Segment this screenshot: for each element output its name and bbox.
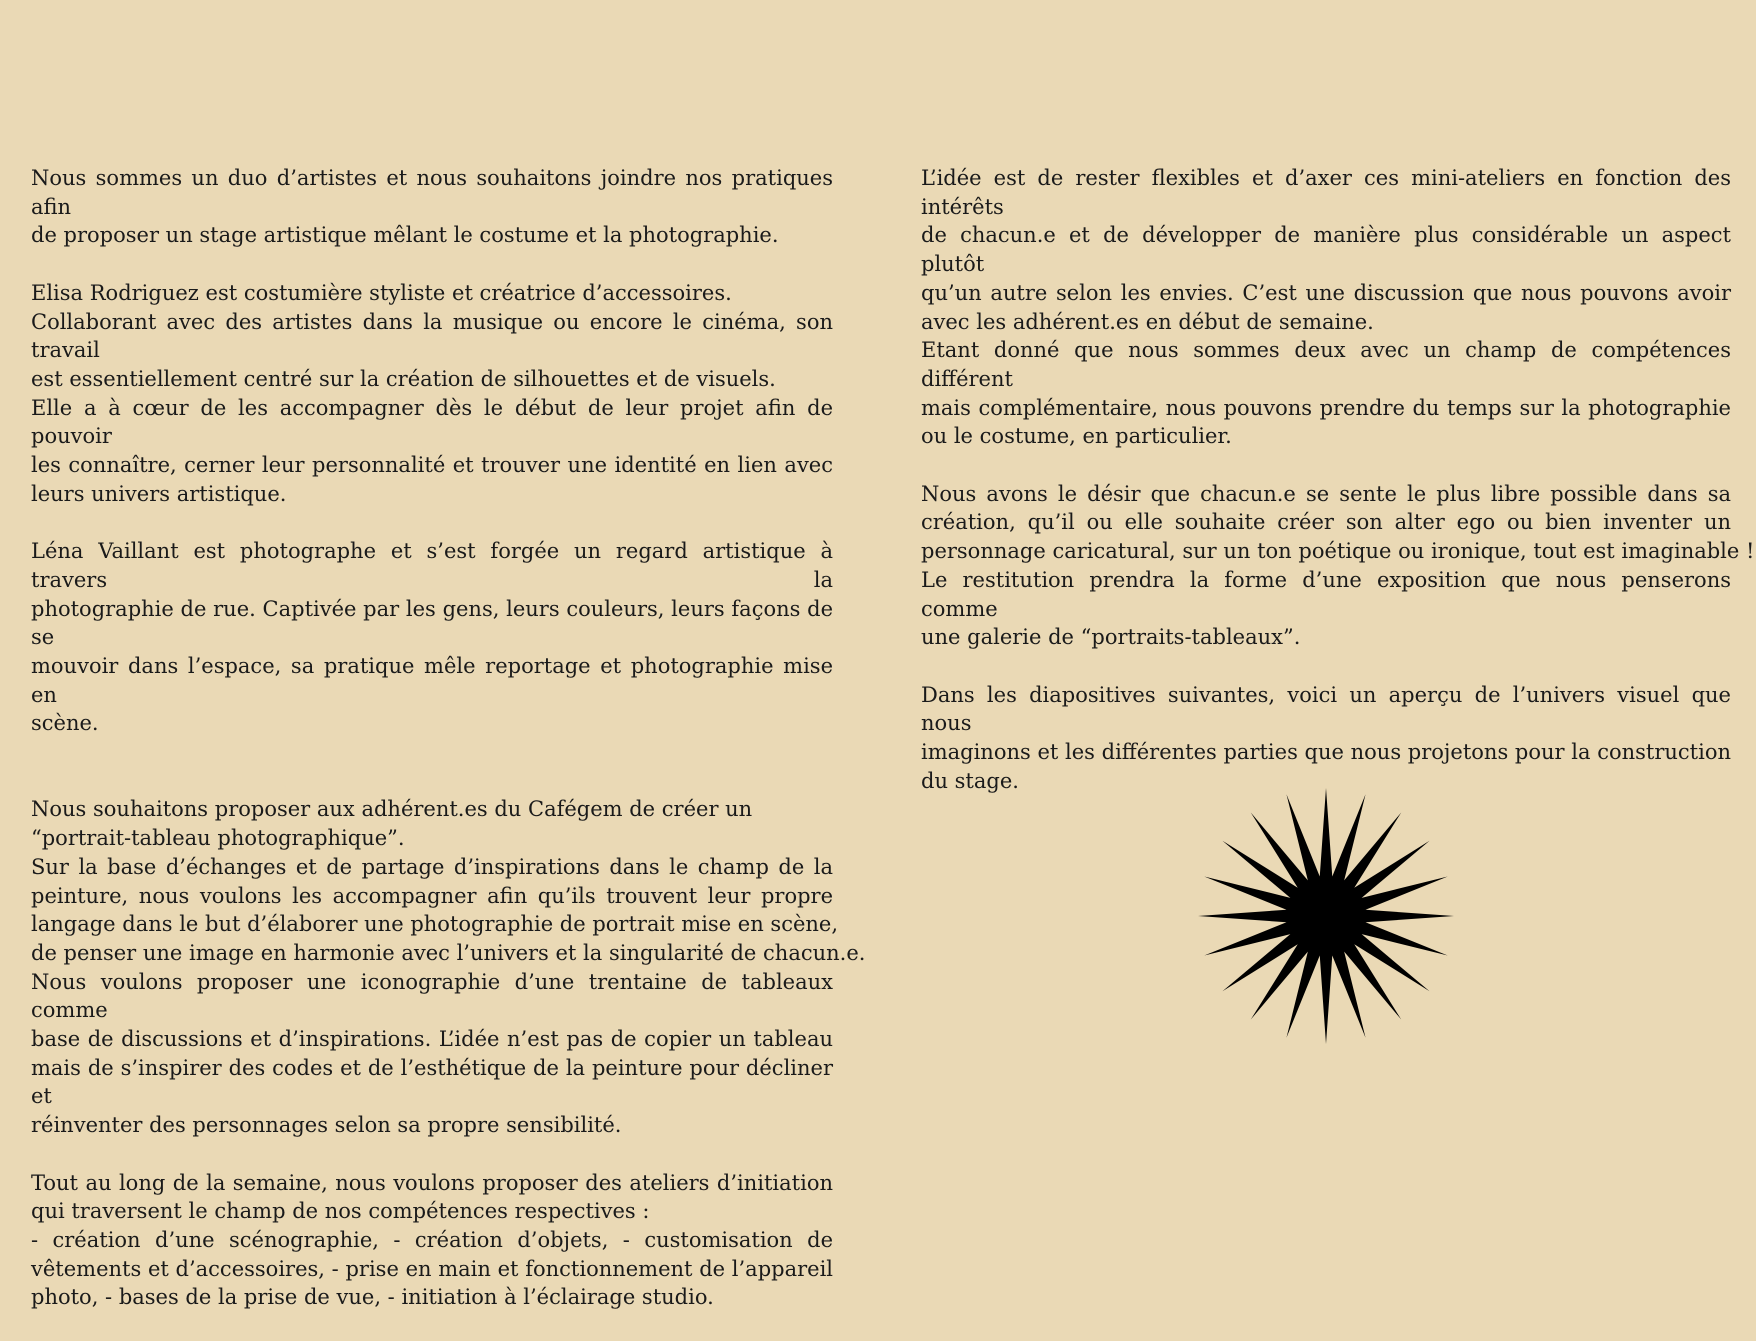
text-line: mais complémentaire, nous pouvons prendre du temps sur la photographie [921, 395, 1731, 420]
paragraph [921, 164, 1731, 451]
paragraph [31, 164, 833, 250]
text-line: ou le costume, en particulier. [921, 424, 1232, 449]
text-line: qui traversent le champ de nos compétences respectives : [31, 1199, 650, 1224]
text-line: personnage caricatural, sur un ton poétique ou ironique, tout est imaginable ! [921, 539, 1755, 564]
text-line: une galerie de “portraits-tableaux”. [921, 625, 1301, 650]
text-line: leurs univers artistique. [31, 481, 287, 506]
text-line: - création d’une scénographie, - création d’objets, - customisation de [31, 1227, 833, 1252]
paragraph [31, 1169, 833, 1313]
paragraph [31, 537, 833, 738]
text-line: L’idée est de rester flexibles et d’axer ces mini-ateliers en fonction des intérêts [921, 166, 1731, 219]
text-line: photographie de rue. Captivée par les gens, leurs couleurs, leurs façons de se [31, 596, 833, 650]
text-line: langage dans le but d’élaborer une photographie de portrait mise en scène, [31, 912, 839, 937]
text-line: Sur la base d’échanges et de partage d’inspirations dans le champ de la [31, 854, 833, 879]
text-line: Etant donné que nous sommes deux avec un champ de compétences différent [921, 338, 1731, 391]
text-line: imaginons et les différentes parties que nous projetons pour la construction [921, 740, 1731, 765]
text-line: Elisa Rodriguez est costumière styliste et créatrice d’accessoires. [31, 280, 732, 305]
right-column [921, 164, 1755, 824]
text-line: mais de s’inspirer des codes et de l’esthétique de la peinture pour décliner et [31, 1055, 833, 1109]
text-line: Elle a à cœur de les accompagner dès le début de leur projet afin de pouvoir [31, 395, 833, 449]
text-line: Nous souhaitons proposer aux adhérent.es du Cafégem de créer un [31, 797, 753, 822]
text-line: vêtements et d’accessoires, - prise en main et fonctionnement de l’appareil [31, 1256, 833, 1281]
text-line: de penser une image en harmonie avec l’univers et la singularité de chacun.e. [31, 940, 866, 965]
paragraph [31, 279, 833, 509]
text-line: Dans les diapositives suivantes, voici un aperçu de l’univers visuel que nous [921, 682, 1731, 736]
text-line: Collaborant avec des artistes dans la musique ou encore le cinéma, son travail [31, 309, 833, 363]
text-line: qu’un autre selon les envies. C’est une discussion que nous pouvons avoir [921, 280, 1731, 305]
text-line: Nous avons le désir que chacun.e se sente le plus libre possible dans sa [921, 481, 1731, 506]
paragraph [921, 681, 1731, 796]
text-line: de proposer un stage artistique mêlant le costume et la photographie. [31, 223, 779, 248]
text-line: scène. [31, 711, 99, 736]
text-line: Nous sommes un duo d’artistes et nous souhaitons joindre nos pratiques afin [31, 166, 833, 219]
text-line: Tout au long de la semaine, nous voulons proposer des ateliers d’initiation [31, 1170, 833, 1195]
text-line: Léna Vaillant est photographe et s’est forgée un regard artistique à travers la [31, 539, 833, 592]
text-line: “portrait-tableau photographique”. [31, 826, 405, 851]
starburst-shape [1198, 788, 1454, 1044]
text-line: peinture, nous voulons les accompagner afin qu’ils trouvent leur propre [31, 883, 833, 908]
text-line: avec les adhérent.es en début de semaine. [921, 309, 1374, 334]
text-line: Le restitution prendra la forme d’une exposition que nous penserons comme [921, 567, 1731, 621]
text-line: base de discussions et d’inspirations. L’idée n’est pas de copier un tableau [31, 1027, 833, 1052]
text-line: Nous voulons proposer une iconographie d’une trentaine de tableaux comme [31, 969, 833, 1023]
left-column [31, 164, 866, 1341]
text-line: création, qu’il ou elle souhaite créer son alter ego ou bien inventer un [921, 510, 1731, 535]
text-line: photo, - bases de la prise de vue, - initiation à l’éclairage studio. [31, 1285, 714, 1310]
text-line: les connaître, cerner leur personnalité et trouver une identité en lien avec [31, 453, 833, 478]
text-line: mouvoir dans l’espace, sa pratique mêle reportage et photographie mise en [31, 653, 833, 707]
text-line: de chacun.e et de développer de manière plus considérable un aspect plutôt [921, 223, 1731, 277]
text-line: réinventer des personnages selon sa propre sensibilité. [31, 1113, 622, 1138]
text-line: est essentiellement centré sur la création de silhouettes et de visuels. [31, 366, 776, 391]
paragraph [31, 795, 866, 1139]
text-line: du stage. [921, 768, 1019, 793]
paragraph [921, 480, 1755, 652]
starburst-icon [1196, 786, 1456, 1046]
